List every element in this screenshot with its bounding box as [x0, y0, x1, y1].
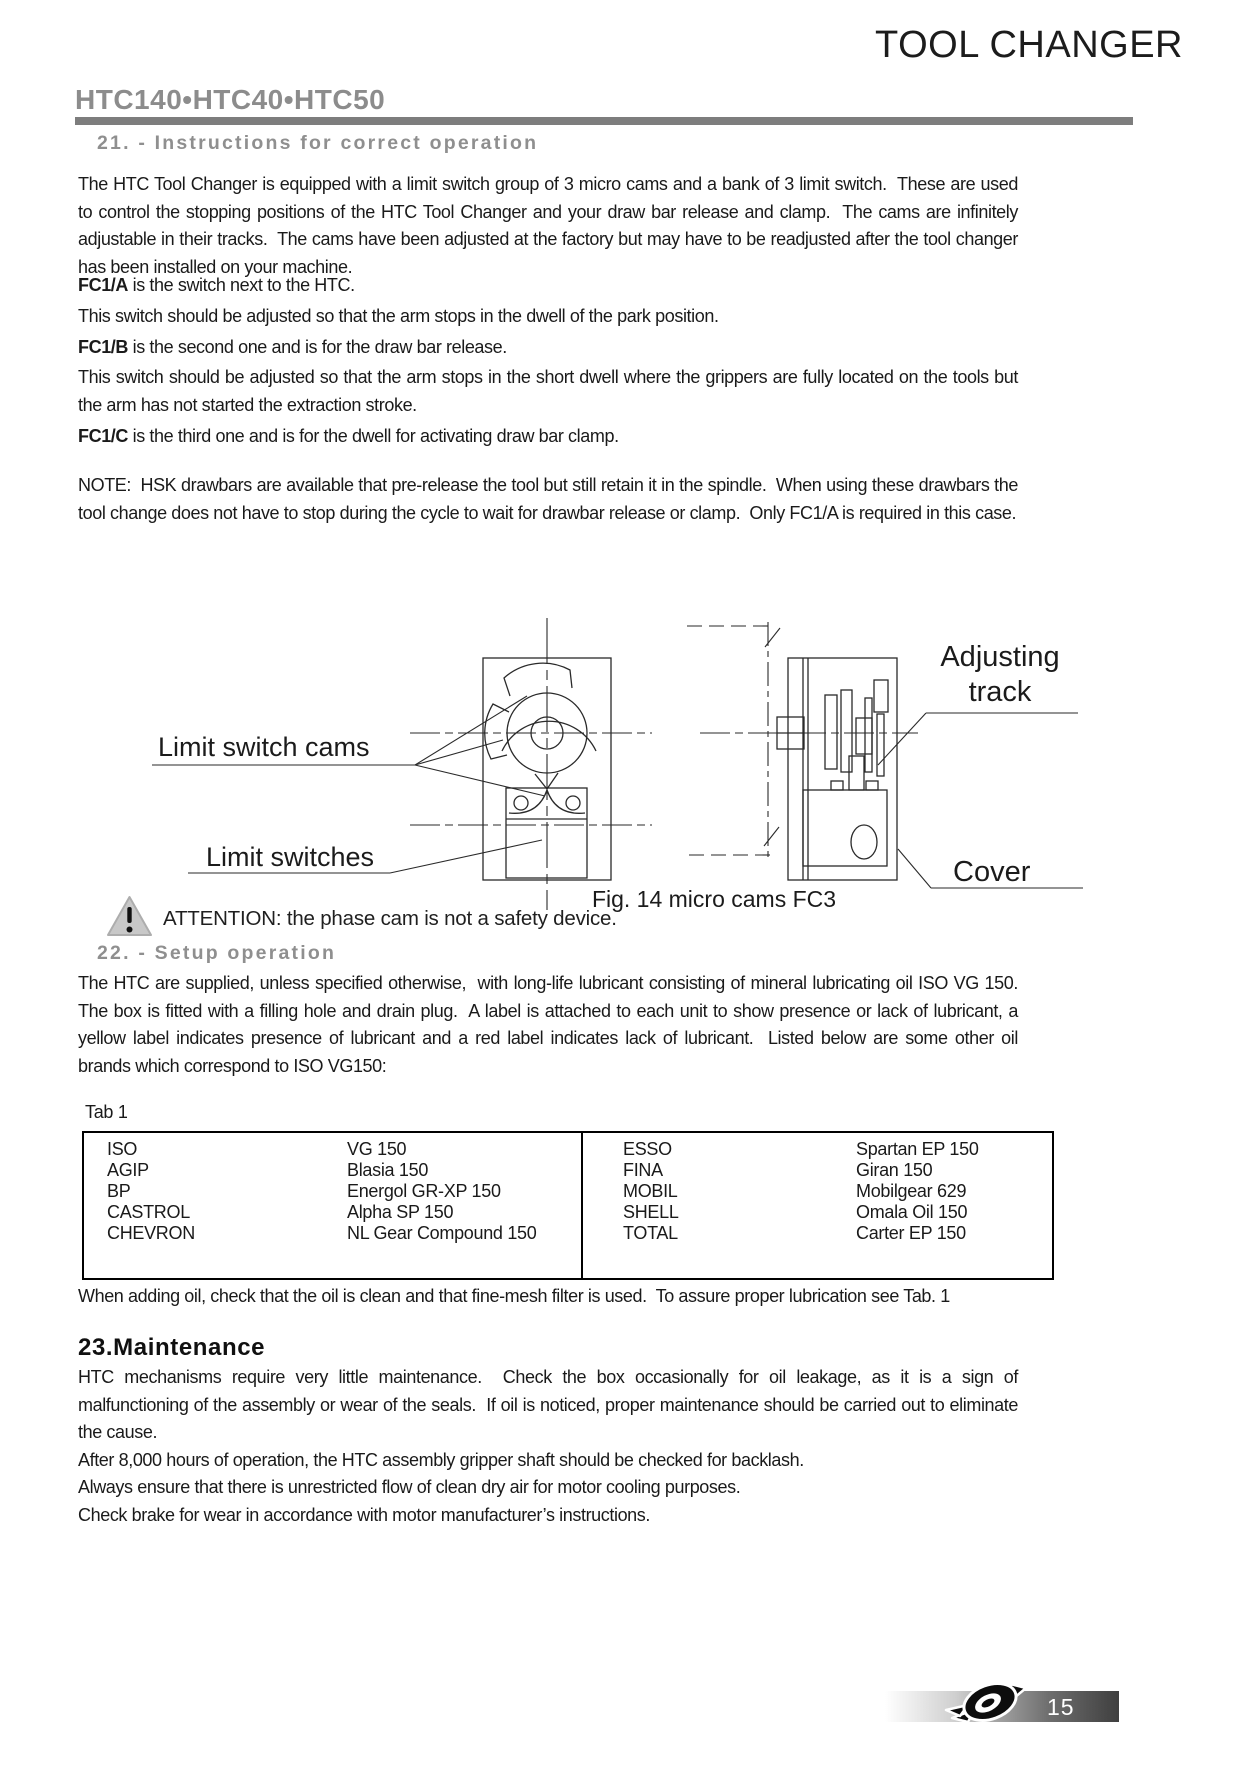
figure-caption: Fig. 14 micro cams FC3: [591, 886, 837, 912]
table-cell-brand: FINA: [623, 1160, 663, 1180]
warning-icon: [106, 893, 153, 939]
warning-exclaim-dot: [127, 927, 133, 933]
table-cell-brand: CASTROL: [107, 1202, 190, 1222]
section-22-paragraph-1: The HTC are supplied, unless specified otherwise, with long-life lubricant consisting of mineral lubricating oil ISO VG 150. The box is fitted with a filling hole and drain plug. A label is attached to each unit to show presence or lack of lubricant, a yellow label indicates presence of lubricant and a red label indicates lack of lubricant. Listed below are some other oil brands which correspond to ISO VG150:: [78, 973, 1028, 1076]
switch-roller-right: [566, 796, 580, 810]
section-23-heading: 23.Maintenance: [78, 1334, 266, 1361]
section-tick-top: [765, 628, 780, 647]
fc1c-label: FC1/C: [78, 426, 129, 446]
model-list: HTC140•HTC40•HTC50: [75, 84, 386, 115]
section-22-heading: 22. - Setup operation: [97, 942, 337, 964]
section-23-line-3: Check brake for wear in accordance with motor manufacturer’s instructions.: [78, 1504, 650, 1525]
table-cell-product: Blasia 150: [347, 1160, 429, 1180]
label-limit-switch-cams: Limit switch cams: [158, 732, 370, 762]
section-23-line-1: After 8,000 hours of operation, the HTC assembly gripper shaft should be checked for backlash.: [78, 1449, 804, 1470]
cam-lobe-top: [504, 663, 572, 696]
section-23-line-2: Always ensure that there is unrestricted flow of clean dry air for motor cooling purposes.: [78, 1477, 741, 1497]
leader-cover: [898, 849, 931, 888]
section-21-note: NOTE: HSK drawbars are available that pre-release the tool but still retain it in the spindle. When using these drawbars the tool change does not have to stop during the cycle to wait for drawbar release or clamp. Only FC1/A is required in this case.: [78, 475, 1023, 523]
section-23-body: [78, 1364, 1038, 1529]
section-21-heading: 21. - Instructions for correct operation: [97, 132, 539, 154]
label-cover: Cover: [953, 856, 1031, 888]
track-bar-2: [841, 690, 852, 772]
page-number: 15: [1047, 1694, 1075, 1720]
fc1b-label: FC1/B: [78, 337, 129, 357]
leader-switches: [390, 840, 542, 873]
table-cell-brand: TOTAL: [623, 1223, 678, 1243]
cam-lobe-left: [485, 704, 509, 759]
section-23-paragraph-1: HTC mechanisms require very little maintenance. Check the box occasionally for oil leakage, as it is a sign of malfunctioning of the assembly or wear of the seals. If oil is noticed, proper maintenance should be carried out to eliminate the cause.: [78, 1367, 1023, 1442]
side-housing-outline: [788, 658, 897, 880]
track-bar-3: [877, 714, 884, 776]
table-cell-product: Giran 150: [856, 1160, 933, 1180]
table-cell-brand: ESSO: [623, 1139, 672, 1159]
section-21-paragraph-1: The HTC Tool Changer is equipped with a limit switch group of 3 micro cams and a bank of 3 limit switch. These are used to control the stopping positions of the HTC Tool Changer and your draw bar release and clamp. The cams are infinitely adjustable in their tracks. The cams have been adjusted at the factory but may have to be readjusted after the tool changer has been installed on your machine.: [78, 174, 1023, 277]
cover-hole: [851, 825, 877, 859]
fc1b-line: [78, 334, 1038, 362]
table-cell-product: Carter EP 150: [856, 1223, 966, 1243]
leader-cams-3: [415, 765, 545, 796]
figure-14-diagram: [60, 550, 1150, 922]
table-cell-product: Mobilgear 629: [856, 1181, 967, 1201]
fc1a-line: [78, 272, 1038, 300]
section-tick-bottom: [764, 827, 779, 846]
fc1c-line: [78, 423, 1038, 451]
switch-roller-left: [514, 796, 528, 810]
leader-adjusting: [878, 713, 926, 765]
section-21-paragraph-2: This switch should be adjusted so that the arm stops in the dwell of the park position.: [78, 306, 719, 326]
cover-tab-left: [831, 781, 843, 790]
table-cell-brand: AGIP: [107, 1160, 149, 1180]
table-cell-product: VG 150: [347, 1139, 407, 1159]
fc1c-text: is the third one and is for the dwell for activating draw bar clamp.: [128, 426, 619, 446]
fc1a-text: is the switch next to the HTC.: [128, 275, 355, 295]
table-cell-product: Alpha SP 150: [347, 1202, 454, 1222]
fc1b-text: is the second one and is for the draw bar release.: [128, 337, 507, 357]
track-bar-4: [865, 698, 872, 772]
table-cell-brand: MOBIL: [623, 1181, 678, 1201]
table-cell-brand: ISO: [107, 1139, 138, 1159]
label-limit-switches: Limit switches: [206, 842, 375, 872]
label-adjusting: Adjusting: [940, 641, 1060, 673]
table-divider: [581, 1133, 583, 1278]
cover-tab-right: [866, 781, 878, 790]
table-label: Tab 1: [85, 1102, 128, 1122]
page-title: TOOL CHANGER: [875, 24, 1183, 66]
cover-outline: [803, 790, 887, 866]
cam-lobe-bottom: [502, 721, 596, 751]
table-cell-product: Energol GR-XP 150: [347, 1181, 501, 1201]
oil-brand-table: [82, 1131, 1054, 1280]
leader-cams-1: [415, 696, 527, 765]
section-22-paragraph-2: When adding oil, check that the oil is clean and that fine-mesh filter is used. To assure proper lubrication see Tab. 1: [78, 1286, 950, 1306]
brand-logo-icon: [938, 1674, 1042, 1734]
section-21-paragraph-3: This switch should be adjusted so that the arm stops in the short dwell where the grippers are fully located on the tools but the arm has not started the extraction stroke.: [78, 367, 1023, 415]
table-cell-brand: BP: [107, 1181, 131, 1201]
table-cell-brand: CHEVRON: [107, 1223, 195, 1243]
label-track: track: [968, 676, 1032, 708]
fc1a-label: FC1/A: [78, 275, 129, 295]
table-cell-product: NL Gear Compound 150: [347, 1223, 537, 1243]
track-bar-1: [825, 695, 837, 769]
leader-cams-2: [415, 740, 503, 765]
attention-note: ATTENTION: the phase cam is not a safety device.: [163, 907, 617, 930]
table-cell-product: Spartan EP 150: [856, 1139, 979, 1159]
header-rule: [75, 117, 1133, 125]
cam-block-top: [874, 680, 888, 712]
cam-block-mid: [856, 718, 872, 754]
warning-exclaim-bar: [127, 907, 131, 923]
table-cell-brand: SHELL: [623, 1202, 679, 1222]
cam-block-bottom: [849, 756, 864, 790]
table-cell-product: Omala Oil 150: [856, 1202, 968, 1222]
